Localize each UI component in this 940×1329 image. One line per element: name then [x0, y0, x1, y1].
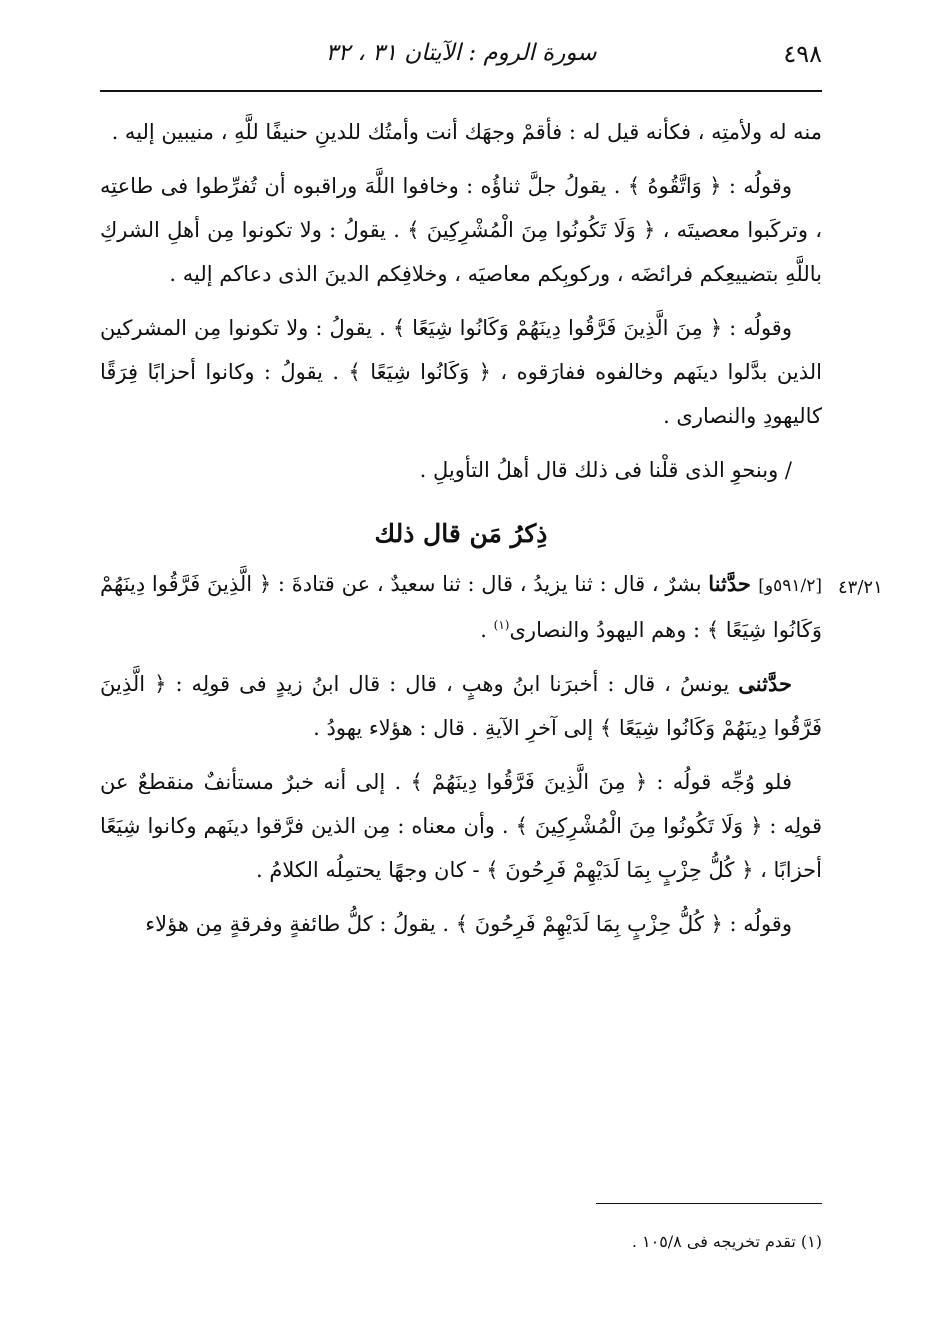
- paragraph-8: [100, 902, 822, 946]
- section-heading: ذِكرُ مَن قال ذلك: [374, 519, 548, 548]
- paragraph-text: وقولُه :: [722, 912, 792, 936]
- paragraph-2: [100, 164, 822, 296]
- page-body: [100, 110, 822, 956]
- paragraph-text: بشرٌ ، قال : ثنا يزيدُ ، قال : ثنا سعيدٌ ، عن قتادةَ :: [271, 572, 709, 596]
- paragraph-text: . وأن معناه : مِن الذين فرَّقوا دينَهم وكانوا شِيَعًا أحزابًا ،: [100, 814, 822, 882]
- paragraph-text: فلو وُجِّه قولُه :: [647, 770, 792, 794]
- paragraph-text: . يقولُ : وكانوا أحزابًا فِرَقًا كاليهودِ والنصارى .: [100, 360, 822, 428]
- paragraph-text: وقولُه :: [722, 316, 792, 340]
- narration-opener: حدَّثنى: [738, 671, 792, 696]
- manuscript-reference: [٥٩١/٢و]: [758, 576, 823, 596]
- footnote: (١) تقدم تخريجه فى ١٠٥/٨ .: [631, 1232, 822, 1251]
- footnote-divider: [596, 1203, 822, 1204]
- footnote-marker: (١): [493, 618, 510, 632]
- paragraph-text: / وبنحوِ الذى قلْنا فى ذلك قال أهلُ التأويلِ .: [419, 458, 792, 482]
- quran-verse: ﴿ وَكَانُوا شِيَعًا ﴾: [348, 360, 491, 384]
- paragraph-text: . يقولُ : ولا تكونوا مِن المشركين الذين بدَّلوا دينَهم وخالفوه ففارَقوه ،: [100, 316, 822, 384]
- quran-verse: ﴿ كُلُّ حِزْبٍ بِمَا لَدَيْهِمْ فَرِحُونَ ﴾: [455, 912, 723, 936]
- paragraph-1: [100, 110, 822, 154]
- paragraph-text: . يقولُ جلَّ ثناؤُه : وخافوا اللَّهَ وراقبوه أن تُفرِّطوا فى طاعتِه ، وتركَبوا معصيتَه ،: [100, 174, 823, 242]
- quran-verse: ﴿ كُلُّ حِزْبٍ بِمَا لَدَيْهِمْ فَرِحُونَ ﴾: [486, 858, 754, 882]
- narration-opener: حدَّثنا: [708, 571, 759, 596]
- page-header: [100, 38, 822, 78]
- margin-reference: ٤٣/٢١: [838, 577, 883, 598]
- paragraph-6: [100, 662, 822, 750]
- paragraph-text: . إلى أنه خبرٌ مستأنفٌ منقطعٌ عن قولِه :: [100, 770, 823, 838]
- paragraph-text: منه له ولأمتِه ، فكأنه قيل له : فأقمْ وجهَك أنت وأمتُك للدينِ حنيفًا للَّهِ ، منيبين إليه .: [111, 120, 822, 144]
- quran-verse: ﴿ وَلَا تَكُونُوا مِنَ الْمُشْرِكِينَ ﴾: [407, 218, 656, 242]
- paragraph-text: : وهم اليهودُ والنصارى: [509, 618, 707, 642]
- paragraph-4: [100, 448, 822, 492]
- paragraph-text: وقولُه :: [721, 174, 792, 198]
- paragraph-3: [100, 306, 822, 438]
- paragraph-text: .: [480, 618, 494, 642]
- header-divider: [100, 90, 822, 92]
- paragraph-text: يونسُ ، قال : أخبرَنا ابنُ وهبٍ ، قال : قال ابنُ زيدٍ فى قولِه :: [166, 672, 739, 696]
- quran-verse: ﴿ الَّذِينَ فَرَّقُوا دِينَهُمْ وَكَانُوا شِيَعًا ﴾: [100, 672, 822, 740]
- quran-verse: ﴿ الَّذِينَ فَرَّقُوا دِينَهُمْ وَكَانُوا شِيَعًا ﴾: [100, 572, 822, 642]
- quran-verse: ﴿ وَلَا تَكُونُوا مِنَ الْمُشْرِكِينَ ﴾: [515, 814, 763, 838]
- paragraph-5: [100, 562, 822, 652]
- paragraph-text: - كان وجهًا يحتمِلُه الكلامُ .: [256, 858, 487, 882]
- quran-verse: ﴿ وَاتَّقُوهُ ﴾: [627, 174, 722, 198]
- page-number: ٤٩٨: [783, 40, 822, 68]
- running-title: سورة الروم : الآيتان ٣١ ، ٣٢: [325, 40, 597, 66]
- paragraph-text: . يقولُ : كلُّ طائفةٍ وفرقةٍ مِن هؤلاء: [145, 912, 456, 936]
- paragraph-7: [100, 760, 822, 892]
- quran-verse: ﴿ مِنَ الَّذِينَ فَرَّقُوا دِينَهُمْ وَكَانُوا شِيَعًا ﴾: [392, 316, 723, 340]
- paragraph-text: إلى آخرِ الآيةِ . قال : هؤلاء يهودُ .: [313, 716, 600, 740]
- quran-verse: ﴿ مِنَ الَّذِينَ فَرَّقُوا دِينَهُمْ ﴾: [410, 770, 648, 794]
- paragraph-text: . يقولُ : ولا تكونوا مِن أهلِ الشركِ باللَّهِ بتضييعِكم فرائضَه ، وركوبِكم معاصيَه ، وخلافِكم الدينَ الذى دعاكم إليه .: [100, 218, 822, 286]
